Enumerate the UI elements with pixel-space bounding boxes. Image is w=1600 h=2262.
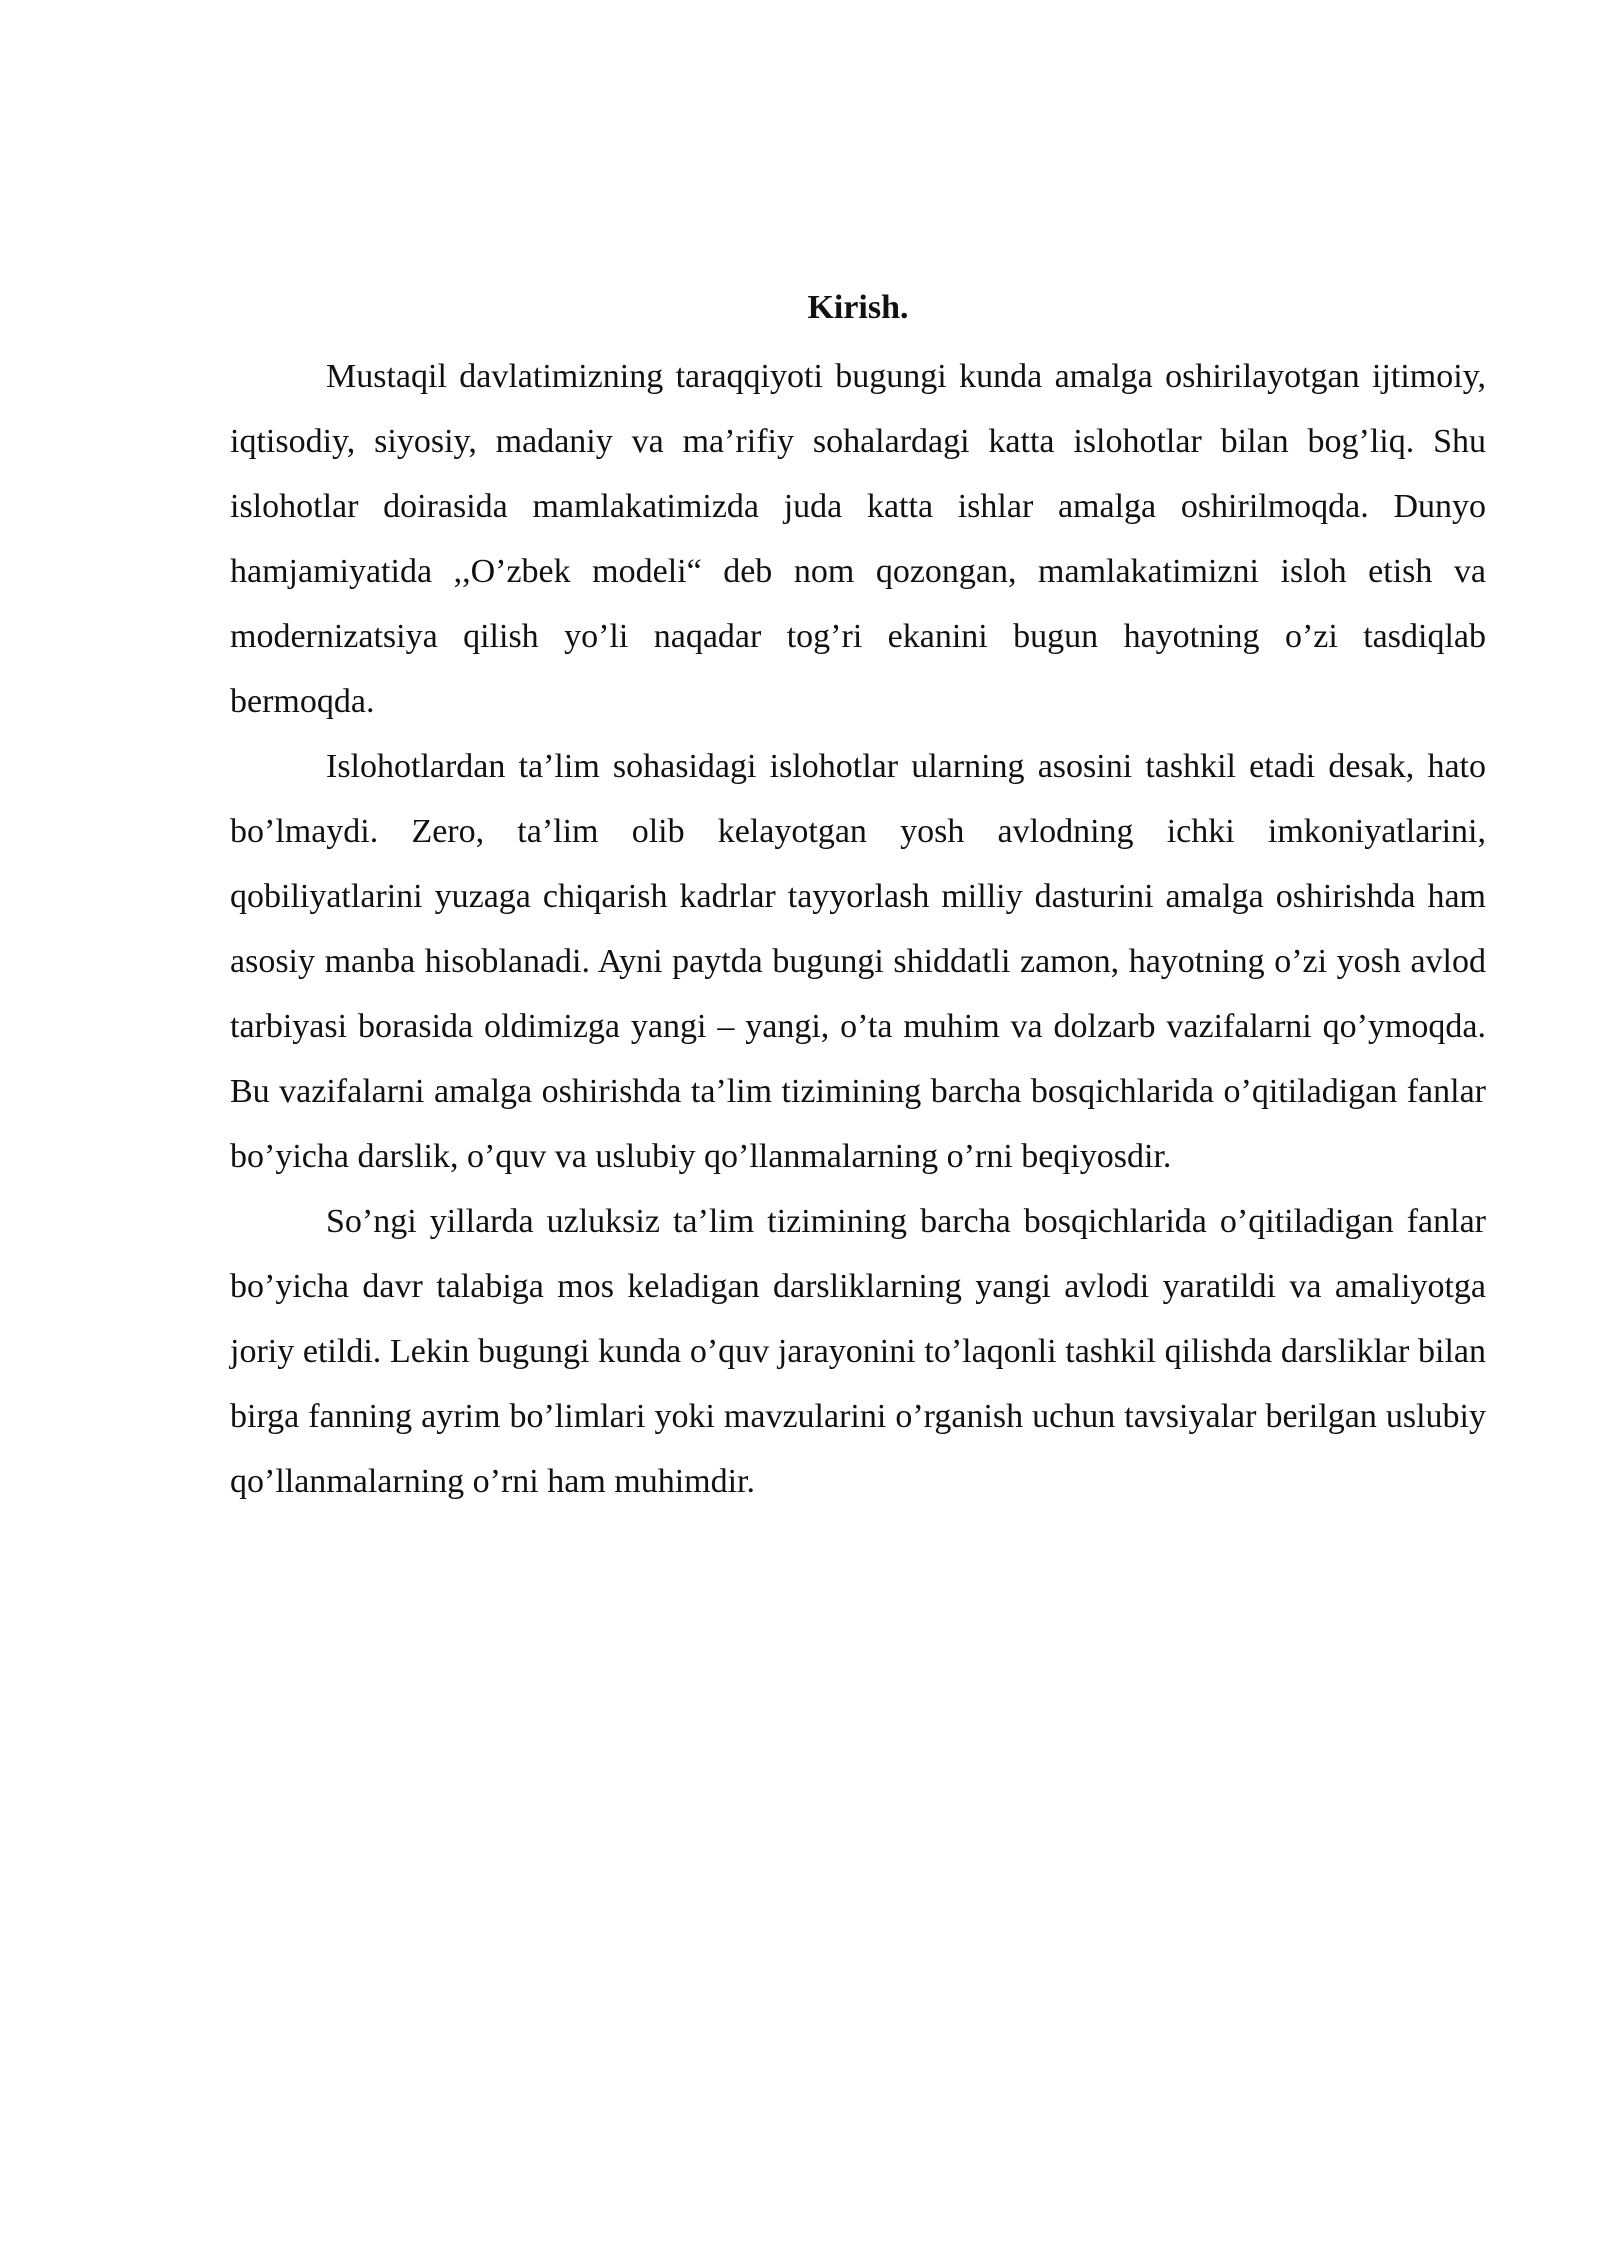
paragraph-3: So’ngi yillarda uzluksiz ta’lim tizimining barcha bosqichlarida o’qitiladigan fanlar bo’yicha davr talabiga mos keladigan darsliklarning yangi avlodi yaratildi va amaliyotga joriy etildi. Lekin bugungi kunda o’quv jarayonini to’laqonli tashkil qilishda darsliklar bilan birga fanning ayrim bo’limlari yoki mavzularini o’rganish uchun tavsiyalar berilgan uslubiy qo’llanmalarning o’rni ham muhimdir. [230,1203,1486,1500]
paragraph-2: Islohotlardan ta’lim sohasidagi islohotlar ularning asosini tashkil etadi desak, hato bo’lmaydi. Zero, ta’lim olib kelayotgan yosh avlodning ichki imkoniyatlarini, qobiliyatlarini yuzaga chiqarish kadrlar tayyorlash milliy dasturini amalga oshirishda ham asosiy manba hisoblanadi. Ayni paytda bugungi shiddatli zamon, hayotning o’zi yosh avlod tarbiyasi borasida oldimizga yangi – yangi, o’ta muhim va dolzarb vazifalarni qo’ymoqda. Bu vazifalarni amalga oshirishda ta’lim tizimining barcha bosqichlarida o’qitiladigan fanlar bo’yicha darslik, o’quv va uslubiy qo’llanmalarning o’rni beqiyosdir. [230,748,1486,1175]
document-body [230,278,1486,1514]
document-heading: Kirish. [807,289,909,326]
paragraph-1: Mustaqil davlatimizning taraqqiyoti bugungi kunda amalga oshirilayotgan ijtimoiy, iqtisodiy, siyosiy, madaniy va ma’rifiy sohalardagi katta islohotlar bilan bog’liq. Shu islohotlar doirasida mamlakatimizda juda katta ishlar amalga oshirilmoqda. Dunyo hamjamiyatida ,,O’zbek modeli“ deb nom qozongan, mamlakatimizni isloh etish va modernizatsiya qilish yo’li naqadar tog’ri ekanini bugun hayotning o’zi tasdiqlab bermoqda. [230,358,1486,720]
